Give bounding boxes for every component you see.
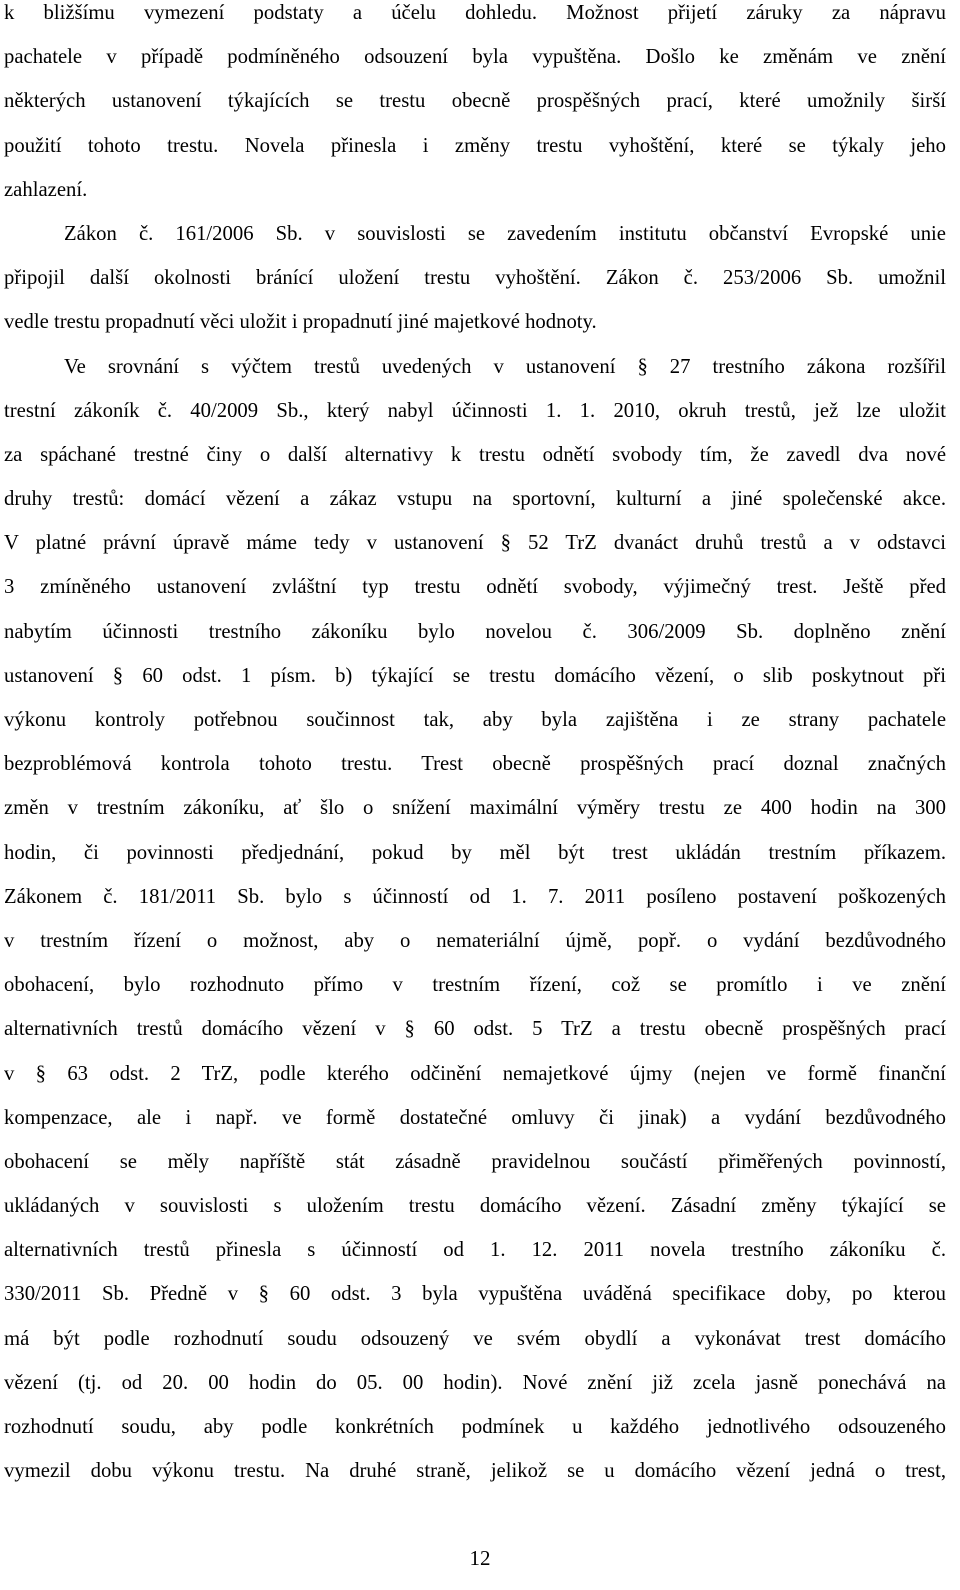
text-line: výkonu kontroly potřebnou součinnost tak, aby byla zajištěna i ze strany pachatele — [4, 709, 946, 731]
page-number: 12 — [469, 1546, 491, 1570]
text-line: 3 zmíněného ustanovení zvláštní typ trestu odnětí svobody, výjimečný trest. Ještě před — [4, 576, 946, 599]
text-line: trestní zákoník č. 40/2009 Sb., který nabyl účinnosti 1. 1. 2010, okruh trestů, jež lze uložit — [4, 399, 946, 422]
text-line: změn v trestním zákoníku, ať šlo o snížení maximální výměry trestu ze 400 hodin na 300 — [4, 797, 946, 820]
text-line: alternativních trestů přinesla s účinností od 1. 12. 2011 novela trestního zákoníku č. — [4, 1239, 946, 1262]
text-line: obohacení se měly napříště stát zásadně pravidelnou součástí přiměřených povinností, — [4, 1150, 946, 1173]
text-line: ustanovení § 60 odst. 1 písm. b) týkající se trestu domácího vězení, o slib poskytnout při — [4, 664, 946, 687]
text-line: vedle trestu propadnutí věci uložit i propadnutí jiné majetkové hodnoty. — [4, 311, 597, 334]
text-line: použití tohoto trestu. Novela přinesla i změny trestu vyhoštění, které se týkaly jeho — [4, 134, 946, 157]
text-line: bezproblémová kontrola tohoto trestu. Trest obecně prospěšných prací doznal značných — [4, 753, 946, 776]
text-line: Zákon č. 161/2006 Sb. v souvislosti se zavedením institutu občanství Evropské unie — [64, 222, 946, 245]
text-line: vězení (tj. od 20. 00 hodin do 05. 00 hodin). Nové znění již zcela jasně ponechává na — [4, 1371, 946, 1394]
text-line: 330/2011 Sb. Předně v § 60 odst. 3 byla vypuštěna uváděná specifikace doby, po kterou — [4, 1283, 946, 1306]
text-line: má být podle rozhodnutí soudu odsouzený ve svém obydlí a vykonávat trest domácího — [4, 1327, 946, 1350]
text-line: ukládaných v souvislosti s uložením trestu domácího vězení. Zásadní změny týkající se — [4, 1195, 946, 1218]
text-line: zahlazení. — [4, 178, 88, 201]
text-line: Ve srovnání s výčtem trestů uvedených v ustanovení § 27 trestního zákona rozšířil — [64, 355, 946, 378]
text-line: v trestním řízení o možnost, aby o nemateriální újmě, popř. o vydání bezdůvodného — [4, 929, 946, 952]
text-line: některých ustanovení týkajících se trestu obecně prospěšných prací, které umožnily širší — [4, 90, 946, 113]
text-line: hodin, či povinnosti předjednání, pokud by měl být trest ukládán trestním příkazem. — [4, 841, 946, 864]
text-line: pachatele v případě podmíněného odsouzení byla vypuštěna. Došlo ke změnám ve znění — [4, 46, 946, 69]
text-line: obohacení, bylo rozhodnuto přímo v trestním řízení, což se promítlo i ve znění — [4, 974, 946, 997]
text-line: k bližšímu vymezení podstaty a účelu dohledu. Možnost přijetí záruky za nápravu — [4, 2, 946, 24]
text-line: druhy trestů: domácí vězení a zákaz vstupu na sportovní, kulturní a jiné společenské akce. — [4, 488, 946, 511]
text-line: kompenzace, ale i např. ve formě dostatečné omluvy či jinak) a vydání bezdůvodného — [4, 1106, 946, 1129]
text-line: rozhodnutí soudu, aby podle konkrétních podmínek u každého jednotlivého odsouzeného — [4, 1416, 946, 1438]
text-line: vymezil dobu výkonu trestu. Na druhé straně, jelikož se u domácího vězení jedná o trest, — [4, 1460, 946, 1483]
text-line: v § 63 odst. 2 TrZ, podle kterého odčinění nemajetkové újmy (nejen ve formě finanční — [4, 1062, 946, 1085]
text-line: za spáchané trestné činy o další alternativy k trestu odnětí svobody tím, že zavedl dva nové — [4, 443, 946, 466]
document-body — [4, 0, 946, 1493]
text-line: alternativních trestů domácího vězení v § 60 odst. 5 TrZ a trestu obecně prospěšných prací — [4, 1018, 946, 1041]
text-line: Zákonem č. 181/2011 Sb. bylo s účinností od 1. 7. 2011 posíleno postavení poškozených — [4, 885, 946, 908]
text-line: V platné právní úpravě máme tedy v ustanovení § 52 TrZ dvanáct druhů trestů a v odstavci — [4, 532, 946, 555]
text-line: připojil další okolnosti bránící uložení trestu vyhoštění. Zákon č. 253/2006 Sb. umožnil — [4, 267, 946, 290]
text-line: nabytím účinnosti trestního zákoníku bylo novelou č. 306/2009 Sb. doplněno znění — [4, 620, 946, 643]
